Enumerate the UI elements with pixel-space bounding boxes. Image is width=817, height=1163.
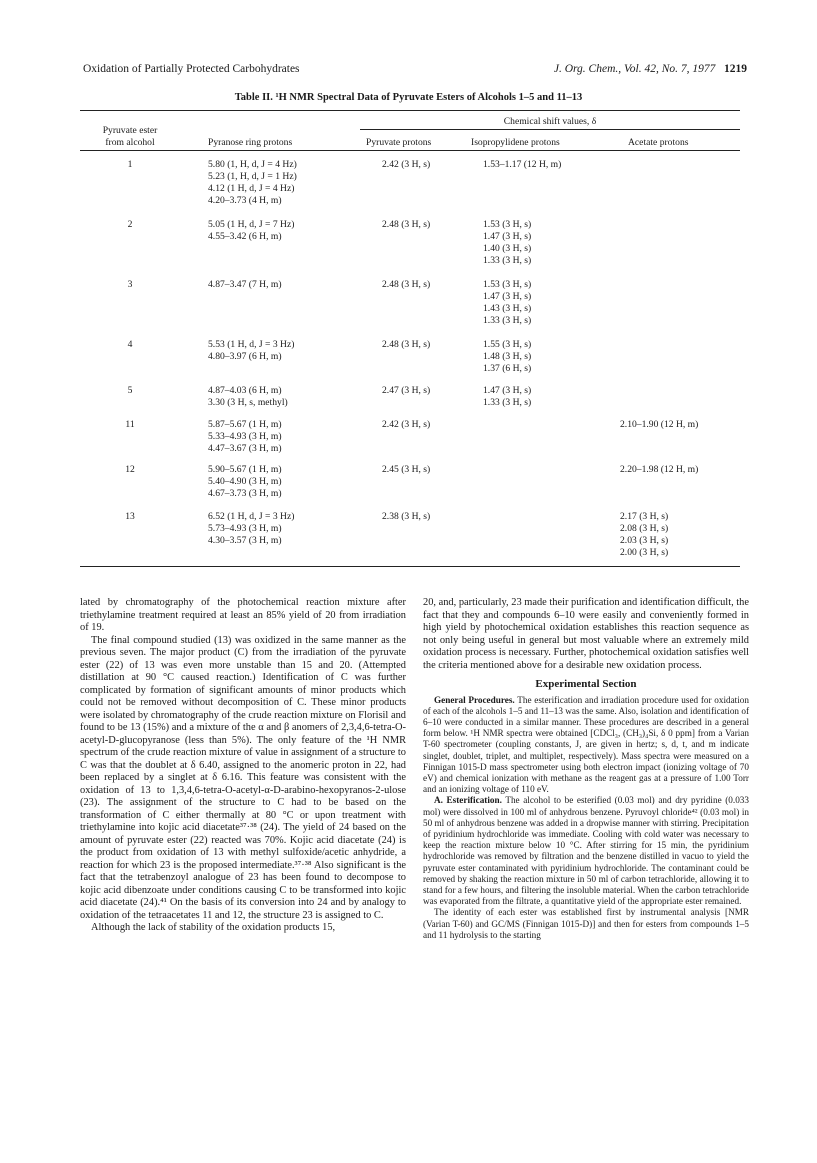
row-4-ring: 5.53 (1 H, d, J = 3 Hz) 4.80–3.97 (6 H, m) — [208, 339, 295, 363]
table-bottom-rule — [80, 566, 740, 567]
row-13-ring: 6.52 (1 H, d, J = 3 Hz) 5.73–4.93 (3 H, m) 4.30–3.57 (3 H, m) — [208, 511, 295, 547]
row-1-id: 1 — [127, 159, 133, 170]
experimental-body — [423, 695, 749, 941]
running-header-journal — [554, 63, 747, 75]
row-13-acetate: 2.17 (3 H, s) 2.08 (3 H, s) 2.03 (3 H, s) 2.00 (3 H, s) — [620, 511, 669, 559]
row-4-id: 4 — [127, 339, 133, 350]
esterification-text: The alcohol to be esterified (0.03 mol) and dry pyridine (0.033 mol) were dissolved in 100 ml of anhydrous benzene. Pyruvoyl chloride⁴² (0.03 mol) in 50 ml of anhydrous benzene was added in a dropwise manner with stirring. Precipitation of pyridinium hydrochloride was immediate. Cooling with cold water was necessary to keep the reaction mixture below 10 °C. After stirring for 15 min, the pyridinium hydrochloride was removed by filtration and the benzene distilled in vacuo to yield the pyruvate ester contaminated with pyridinium hydrochloride. The contaminant could be removed by shaking the reaction mixture in 50 ml of carbon tetrachloride, allowing it to stand for a few hours, and filtering the insoluble material. When the carbon tetrachloride was evaporated from the filtrate, a quantitative yield of the appropriate ester remained. — [423, 795, 749, 907]
paragraph-identity: The identity of each ester was established first by instrumental analysis [NMR (Varian T-60) and GC/MS (Finnigan 1015-D)] and then for esters from compounds 1–5 and 11 hydrolysis to the starting — [423, 907, 749, 940]
row-5-id: 5 — [127, 385, 133, 396]
col-header-ring: Pyranose ring protons — [208, 137, 293, 148]
row-5-pyruvate: 2.47 (3 H, s) — [382, 385, 431, 396]
row-2-isopropylidene: 1.53 (3 H, s) 1.47 (3 H, s) 1.40 (3 H, s) 1.33 (3 H, s) — [483, 219, 532, 267]
running-header-title: Oxidation of Partially Protected Carbohydrates — [83, 63, 300, 75]
paragraph-esterification — [423, 795, 749, 907]
row-1-pyruvate: 2.42 (3 H, s) — [382, 159, 431, 170]
row-3-pyruvate: 2.48 (3 H, s) — [382, 279, 431, 290]
row-11-acetate: 2.10–1.90 (12 H, m) — [620, 419, 699, 430]
row-12-ring: 5.90–5.67 (1 H, m) 5.40–4.90 (3 H, m) 4.67–3.73 (3 H, m) — [208, 464, 282, 500]
row-13-id: 13 — [125, 511, 135, 522]
body-column-left — [80, 597, 406, 935]
row-1-isopropylidene: 1.53–1.17 (12 H, m) — [483, 159, 562, 170]
row-2-pyruvate: 2.48 (3 H, s) — [382, 219, 431, 230]
row-11-ring: 5.87–5.67 (1 H, m) 5.33–4.93 (3 H, m) 4.47–3.67 (3 H, m) — [208, 419, 282, 455]
general-procedures-text: The esterification and irradiation procedure used for oxidation of each of the alcohols 1–5 and 11–13 was the same. Also, isolation and identification of 6–10 were conducted in a similar manner. These procedures are described in a general form below. ¹H NMR spectra were obtained [CDCl₃, (CH₃)₄Si, δ 0 ppm] from a Varian T-60 spectrometer (coupling constants, J, are given in hertz; s, d, t, and m indicate singlet, doublet, triplet, and multiplet, respectively). Mass spectra were measured on a Finnigan 1015-D mass spectrometer using both electron impact (ionizing voltage of 70 eV) and chemical ionization with methane as the reagent gas at a pressure of 1.00 Torr and an ionizing voltage of 110 eV. — [423, 694, 749, 795]
row-11-pyruvate: 2.42 (3 H, s) — [382, 419, 431, 430]
paragraph-conclusion: 20, and, particularly, 23 made their purification and identification difficult, the fact that they and compounds 6–10 were easily and conveniently formed in high yield by photochemical oxidation establishes this reaction sequence as not only being useful in general but most valuable where an extremely mild oxidation process is necessary. Further, photochemical oxidation satisfies well the criteria mentioned above for a desirable new oxidation process. — [423, 597, 749, 671]
run-head-esterification: A. Esterification. — [434, 795, 502, 806]
row-12-pyruvate: 2.45 (3 H, s) — [382, 464, 431, 475]
row-12-id: 12 — [125, 464, 135, 475]
row-3-ring: 4.87–3.47 (7 H, m) — [208, 279, 282, 290]
row-5-ring: 4.87–4.03 (6 H, m) 3.30 (3 H, s, methyl) — [208, 385, 288, 409]
row-13-pyruvate: 2.38 (3 H, s) — [382, 511, 431, 522]
table-group-rule — [360, 129, 740, 130]
col-header-acetate: Acetate protons — [628, 137, 689, 148]
row-2-id: 2 — [127, 219, 133, 230]
paragraph-stability: Although the lack of stability of the oxidation products 15, — [91, 922, 336, 933]
section-title-experimental: Experimental Section — [535, 678, 637, 690]
table-header-rule — [80, 150, 740, 151]
paragraph-compound-13: The final compound studied (13) was oxidized in the same manner as the previous seven. The major product (C) from the irradiation of the pyruvate ester (22) of 13 was even more unstable than 15 and 20. (Attempted distillation at 90 °C caused reaction.) Identification of C was further complicated by formation of significant amounts of minor products which could not be removed without decomposition of C. These minor products were isolated by chromatography of the crude reaction mixture on Florisil and found to be 13 (15%) and a mixture of the α and β anomers of 2,3,4,6-tetra-O-acetyl-D-glucopyranose (less than 5%). The only feature of the ¹H NMR spectrum of the crude reaction mixture of value in assignment of a structure to C was that the doublet at δ 6.40, assigned to the anomeric proton in 22, had been replaced by a singlet at δ 6.16. This feature was consistent with the oxidation of 13 to 1,3,4,6-tetra-O-acetyl-α-D-arabino-hexopyranos-2-ulose (23). The assignment of the structure to C had to be based on the transformation of C either thermally at 80 °C or upon treatment with triethylamine into kojic acid diacetate³⁷·³⁸ (24). The yield of 24 based on the amount of pyruvate ester (22) reacted was 70%. Kojic acid diacetate (24) is the product from oxidation of 13 with methyl sulfoxide/acetic anhydride, a reaction for which 23 is the proposed intermediate.³⁷·³⁸ Also significant is the fact that the tetrabenzoyl analogue of 23 has been found to decompose to kojic acid dibenzoate under conditions causing C to be transformed into kojic acid diacetate (24).⁴¹ On the basis of its conversion into 24 and by analogy to oxidation of the tetraacetates 11 and 12, the structure 23 is assigned to C. — [80, 634, 406, 921]
paragraph-general-procedures — [423, 695, 749, 796]
col-header-pyruvate: Pyruvate protons — [366, 137, 432, 148]
page-number: 1219 — [724, 63, 747, 75]
row-4-isopropylidene: 1.55 (3 H, s) 1.48 (3 H, s) 1.37 (6 H, s) — [483, 339, 532, 375]
row-3-isopropylidene: 1.53 (3 H, s) 1.47 (3 H, s) 1.43 (3 H, s) 1.33 (3 H, s) — [483, 279, 532, 327]
row-2-ring: 5.05 (1 H, d, J = 7 Hz) 4.55–3.42 (6 H, m) — [208, 219, 295, 243]
col-header-group: Chemical shift values, δ — [503, 116, 597, 127]
table-title: Table II. ¹H NMR Spectral Data of Pyruvate Esters of Alcohols 1–5 and 11–13 — [234, 92, 583, 103]
body-column-right — [423, 597, 749, 941]
col-header-ester: Pyruvate ester from alcohol — [102, 125, 158, 149]
col-header-isopropylidene: Isopropylidene protons — [471, 137, 560, 148]
table-top-rule — [80, 110, 740, 111]
paragraph-continuation: lated by chromatography of the photochemical reaction mixture after triethylamine treatment required at least an 85% yield of 20 from irradiation of 19. — [80, 597, 406, 633]
run-head-general: General Procedures. — [434, 694, 515, 705]
row-12-acetate: 2.20–1.98 (12 H, m) — [620, 464, 699, 475]
row-1-ring: 5.80 (1, H, d, J = 4 Hz) 5.23 (1, H, d, J = 1 Hz) 4.12 (1 H, d, J = 4 Hz) 4.20–3.73 (4 H, m) — [208, 159, 297, 207]
row-5-isopropylidene: 1.47 (3 H, s) 1.33 (3 H, s) — [483, 385, 532, 409]
row-4-pyruvate: 2.48 (3 H, s) — [382, 339, 431, 350]
row-11-id: 11 — [125, 419, 135, 430]
row-3-id: 3 — [127, 279, 133, 290]
journal-citation: J. Org. Chem., Vol. 42, No. 7, 1977 — [553, 63, 716, 75]
